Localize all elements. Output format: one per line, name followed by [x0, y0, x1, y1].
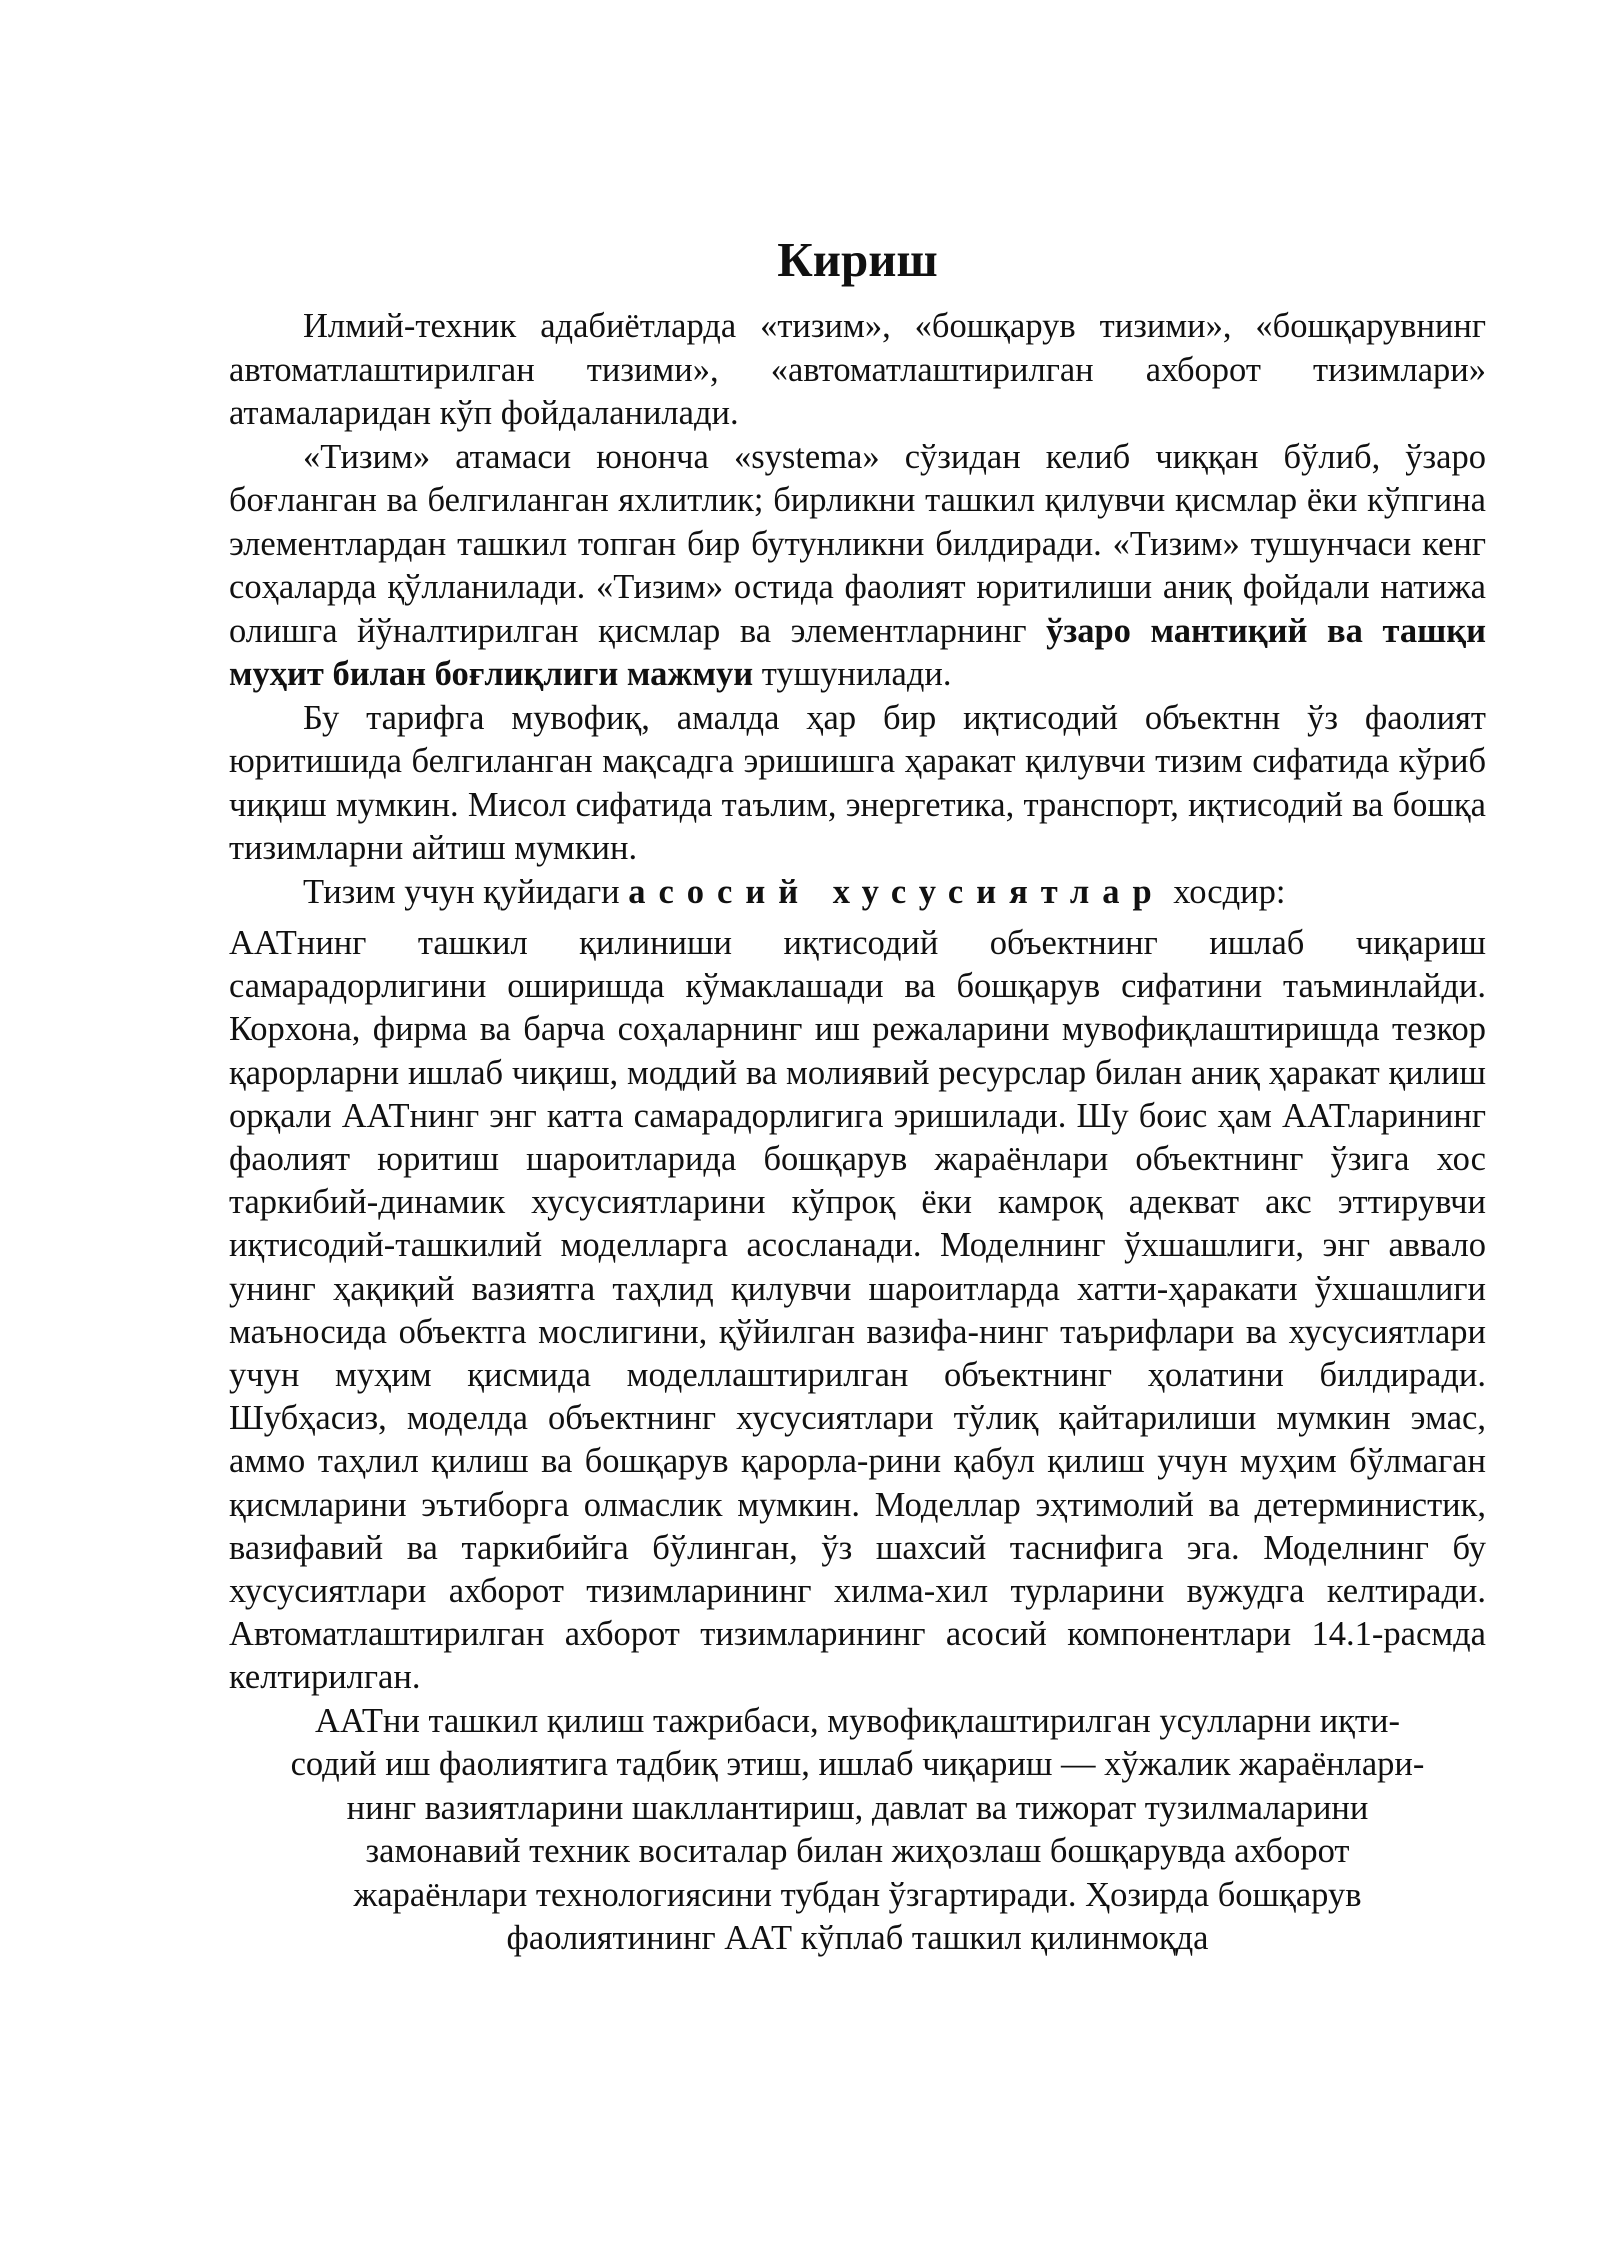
- paragraph-economic-object: Бу тарифга мувофиқ, амалда ҳар бир иқтисодий объектнн ўз фаолият юритишида белгиланган мақсадга эришишга ҳаракат қилувчи тизим сифатида кўриб чиқиш мумкин. Мисол сифатида таълим, энергетика, транспорт, иқтисодий ва бошқа тизимларни айтиш мумкин.: [229, 698, 1486, 867]
- definition-bold-text: ўзаро мантиқий ва ташқи муҳит билан боғлиқлиги мажмуи: [229, 611, 1486, 693]
- page-title: Кириш: [777, 232, 938, 287]
- properties-lead-end: хосдир:: [1164, 872, 1286, 911]
- centered-line: содий иш фаолиятига тадбиқ этиш, ишлаб чиқариш — хўжалик жараёнлари-: [290, 1745, 1425, 1784]
- definition-text: «Тизим» атамаси юнонча «systema» сўзидан келиб чиққан бўлиб, ўзаро боғланган ва белгиланган яхлитлик; бирликни ташкил қилувчи қисмлар ёки кўпгина элементлардан ташкил топган бир бутунликни билдиради. «Тизим» тушунчаси кенг соҳаларда қўлланилади. «Тизим» остида фаолият юритилиши аниқ фойдали натижа олишга йўналтирилган қисмлар ва элементларнинг: [229, 437, 1486, 650]
- definition-text-end: тушунилади.: [753, 655, 952, 693]
- properties-lead-text: Тизим учун қуйидаги: [303, 872, 629, 911]
- centered-line: замонавий техник воситалар билан жиҳозлаш бошқарувда ахборот: [365, 1832, 1350, 1871]
- centered-line: фаолиятининг ААТ кўплаб ташкил қилинмоқда: [506, 1919, 1209, 1958]
- paragraph-intro: Илмий-техник адабиётларда «тизим», «бошқарув тизими», «бошқарувнинг автоматлаштирилган тизими», «автоматлаштирилган ахборот тизимлари» атамаларидан кўп фойдаланилади.: [229, 307, 1486, 432]
- document-page: [229, 225, 1486, 1961]
- centered-line: ААТни ташкил қилиш тажрибаси, мувофиқлаштирилган усулларни иқти-: [315, 1701, 1400, 1740]
- paragraph-aat-practice: [229, 1700, 1486, 1961]
- properties-spaced-bold: асосий хусусиятлар: [628, 872, 1165, 911]
- centered-line: жараёнлари технологиясини тубдан ўзгартиради. Ҳозирда бошқарув: [353, 1875, 1362, 1914]
- centered-line: нинг вазиятларини шакллантириш, давлат ва тижорат тузилмаларини: [346, 1788, 1369, 1827]
- spacer: [229, 914, 1486, 922]
- paragraph-aat-description: ААТнинг ташкил қилиниши иқтисодий объектнинг ишлаб чиқариш самарадорлигини оширишда кўмаклашади ва бошқарув сифатини таъминлайди. Корхона, фирма ва барча соҳаларнинг иш режаларини мувофиқлаштиришда тезкор қарорларни ишлаб чиқиш, моддий ва молиявий ресурслар билан аниқ ҳаракат қилиш орқали ААТнинг энг катта самарадорлигига эришилади. Шу боис ҳам ААТларининг фаолият юритиш шароитларида бошқарув жараёнлари объектнинг ўзига хос таркибий-динамик хусусиятларини кўпроқ ёки камроқ адекват акс эттирувчи иқтисодий-ташкилий моделларга асосланади. Моделнинг ўхшашлиги, энг аввало унинг ҳақиқий вазиятга таҳлид қилувчи шароитларда хатти-ҳаракати ўхшашлиги маъносида объектга мослигини, қўйилган вазифа-нинг таърифлари ва хусусиятлари учун муҳим қисмида моделлаштирилган объектнинг ҳолатини билдиради. Шубҳасиз, моделда объектнинг хусусиятлари тўлиқ қайтарилиши мумкин эмас, аммо таҳлил қилиш ва бошқарув қарорла-рини қабул қилиш учун муҳим бўлмаган қисмларини эътиборга олмаслик мумкин. Моделлар эҳтимолий ва детерминистик, вазифавий ва таркибийга бўлинган, ўз шахсий таснифига эга. Моделнинг бу хусусиятлари ахборот тизимларининг хилма-хил турларини вужудга келтиради. Автоматлаштирилган ахборот тизимларининг асосий компонентлари 14.1-расмда келтирилган.: [229, 924, 1486, 1697]
- paragraph-system-definition: [229, 436, 1486, 697]
- paragraph-properties-lead: [229, 871, 1486, 915]
